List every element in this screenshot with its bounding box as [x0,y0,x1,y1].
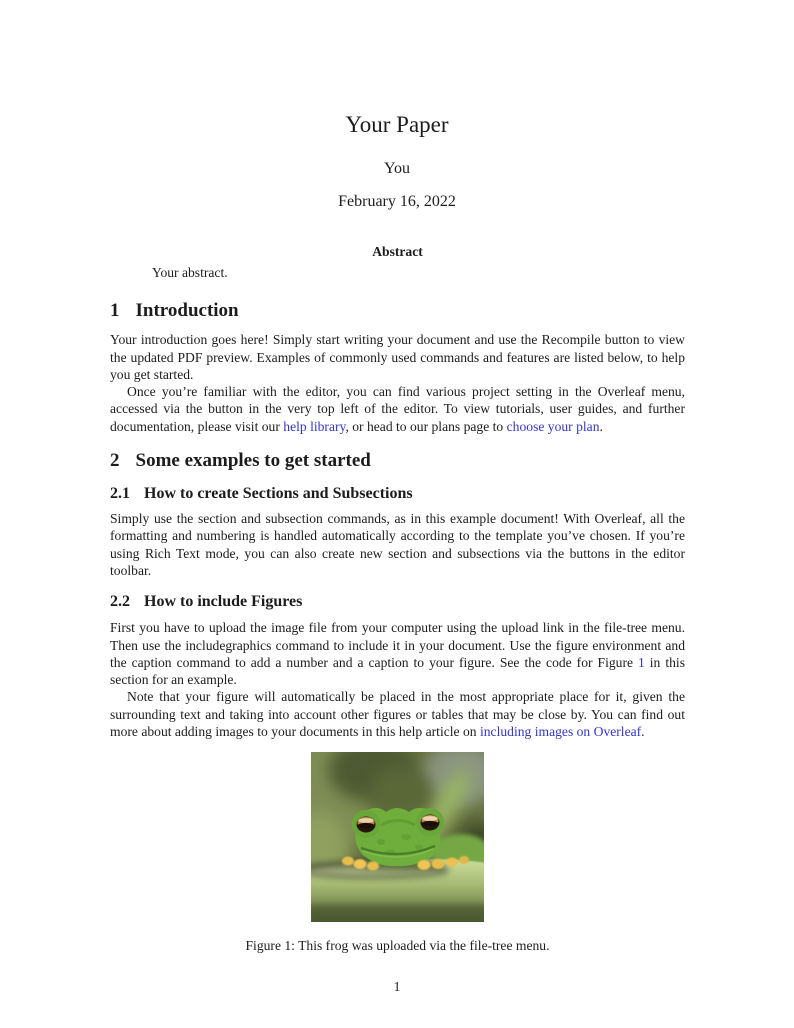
help-library-link[interactable]: help library [283,418,346,434]
choose-your-plan-link[interactable]: choose your plan [506,418,600,434]
text-column [110,243,685,955]
section-heading-examples [110,449,685,473]
intro-paragraph-1: Your introduction goes here! Simply start writing your document and use the Recompile button to view the updated PDF preview. Examples of commonly used commands and features are listed below, to help you get started. [110,332,685,382]
paragraph-text: . [599,418,603,434]
section-title: Some examples to get started [135,450,371,472]
section-heading-introduction [110,299,685,323]
section-title: Introduction [135,300,239,322]
subsection-title: How to create Sections and Subsections [144,485,413,503]
section-number: 1 [110,300,120,322]
paragraph-text: . [641,724,645,740]
frog-image [311,752,484,922]
including-images-link[interactable]: including images on Overleaf [479,724,642,740]
paragraph-text: , or head to our plans page to [345,418,507,434]
page-number: 1 [393,979,401,994]
paper-title: Your Paper [345,112,449,137]
section-number: 2 [110,450,120,472]
paper-date: February 16, 2022 [338,193,456,210]
subsection-number: 2.2 [110,593,130,611]
subsection-title: How to include Figures [144,593,303,611]
sections-paragraph: Simply use the section and subsection commands, as in this example document! With Overleaf, all the formatting and numbering is handled automatically according to the template you’ve chosen. If you’re using Rich Text mode, you can also create new section and subsections via the buttons in the editor toolbar. [110,511,685,578]
abstract-heading: Abstract [372,244,423,259]
subsection-number: 2.1 [110,485,130,503]
figures-paragraph-1 [110,619,685,688]
figures-paragraph-2 [110,688,685,740]
paragraph-text: Once you’re familiar with the editor, you can find various project setting in the Overleaf menu, accessed via the button in the very top left of the editor. To view tutorials, user guides, and further documentation, please visit our [110,384,685,434]
figure-1-reference-link[interactable]: 1 [638,654,645,670]
subsection-heading-figures [110,592,685,612]
subsection-heading-sections [110,484,685,504]
paper-author: You [384,160,410,177]
abstract-body: Your abstract. [152,265,228,280]
figure-1 [110,752,685,954]
paragraph-text: First you have to upload the image file from your computer using the upload link in the file-tree menu. Then use the includegraphics command to include it in your document. Use the figure environment and the caption command to add a number and a caption to your figure. See the code for Figure [110,620,685,670]
paragraph-text: in this section for an example. [110,654,685,688]
intro-paragraph-2 [110,383,685,435]
figure-caption: Figure 1: This frog was uploaded via the file-tree menu. [245,938,550,954]
paragraph-text: Note that your figure will automatically be placed in the most appropriate place for it, given the surrounding text and taking into account other figures or tables that may be close by. You can find out more about adding images to your documents in this help article on [110,689,685,740]
